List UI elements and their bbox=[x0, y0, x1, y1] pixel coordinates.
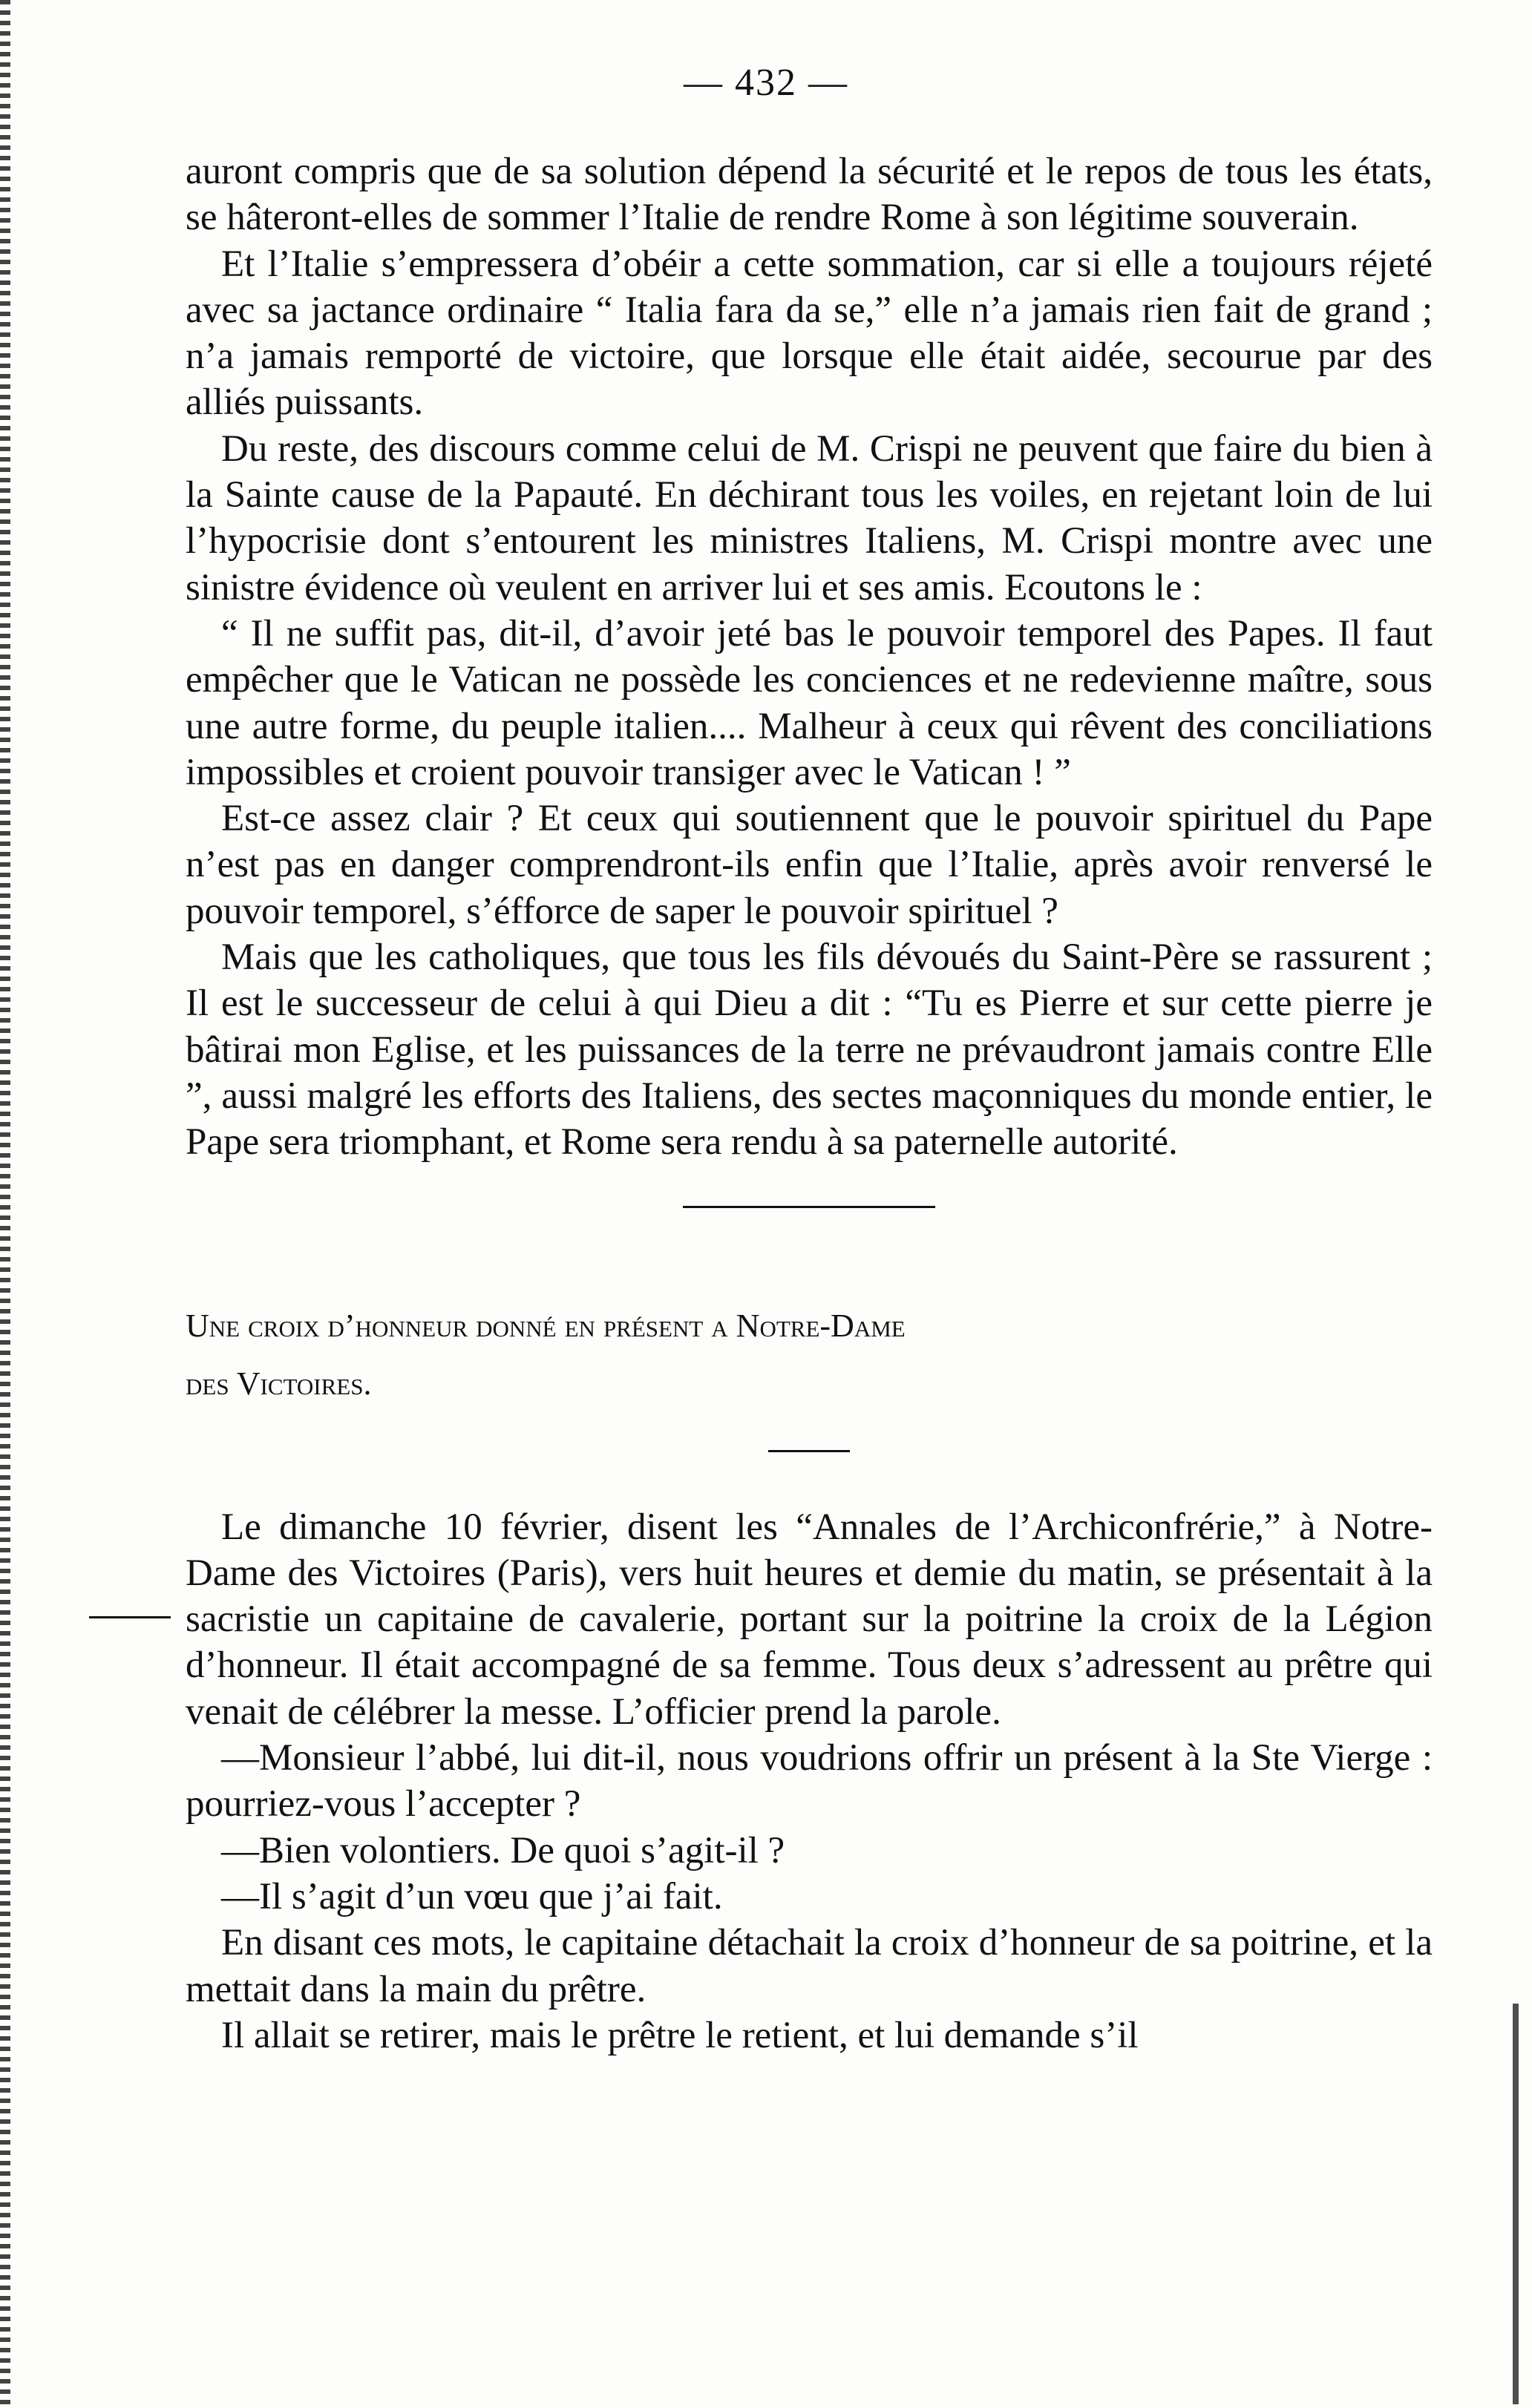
section-title-line-2: des Victoires. bbox=[186, 1365, 372, 1402]
dialogue-line: —Monsieur l’abbé, lui dit-il, nous voudrions offrir un présent à la Ste Vierge : pourriez-vous l’accepter ? bbox=[186, 1737, 1433, 1825]
section-title: Une croix d’honneur donné en présent a Notre-Dame bbox=[186, 1307, 906, 1344]
dialogue-line: —Bien volontiers. De quoi s’agit-il ? bbox=[221, 1829, 785, 1871]
dialogue-line: —Il s’agit d’un vœu que j’ai fait. bbox=[221, 1875, 723, 1917]
page-body bbox=[186, 148, 1433, 2058]
paragraph-continuation: auront compris que de sa solution dépend la sécurité et le repos de tous les états, se hâteront-elles de sommer l’Italie de rendre Rome à son légitime souverain. bbox=[186, 151, 1433, 239]
paragraph-quote: “ Il ne suffit pas, dit-il, d’avoir jeté bas le pouvoir temporel des Papes. Il faut empêcher que le Vatican ne possède les conciences et ne redevienne maître, sous une autre forme, du peuple italien.... Malheur à ceux qui rêvent des conciliations impossibles et croient pouvoir transiger avec le Vatican ! ” bbox=[186, 612, 1433, 793]
page-number: — 432 — bbox=[684, 62, 848, 104]
paragraph: Est-ce assez clair ? Et ceux qui soutiennent que le pouvoir spirituel du Pape n’est pas en danger comprendront-ils enfin que l’Italie, après avoir renversé le pouvoir temporel, s’éfforce de saper le pouvoir spirituel ? bbox=[186, 798, 1433, 932]
title-underline bbox=[768, 1450, 850, 1452]
section-divider bbox=[683, 1206, 935, 1208]
paragraph: En disant ces mots, le capitaine détachait la croix d’honneur de sa poitrine, et la mettait dans la main du prêtre. bbox=[186, 1922, 1433, 2010]
scan-edge-left bbox=[0, 0, 10, 2408]
paragraph: Le dimanche 10 février, disent les “Annales de l’Archiconfrérie,” à Notre-Dame des Victoires (Paris), vers huit heures et demie du matin, se présentait à la sacristie un capitaine de cavalerie, portant sur la poitrine la croix de la Légion d’honneur. Il était accompagné de sa femme. Tous deux s’adressent au prêtre qui venait de célébrer la messe. L’officier prend la parole. bbox=[186, 1506, 1433, 1733]
paragraph: Il allait se retirer, mais le prêtre le retient, et lui demande s’il bbox=[221, 2014, 1139, 2056]
margin-mark bbox=[89, 1616, 171, 1618]
paragraph: Mais que les catholiques, que tous les fils dévoués du Saint-Père se rassurent ; Il est le successeur de celui à qui Dieu a dit : “Tu es Pierre et sur cette pierre je bâtirai mon Eglise, et les puissances de la terre ne prévaudront jamais contre Elle ”, aussi malgré les efforts des Italiens, des sectes maçonniques du monde entier, le Pape sera triomphant, et Rome sera rendu à sa paternelle autorité. bbox=[186, 936, 1433, 1164]
scan-edge-right bbox=[1513, 2004, 1519, 2404]
paragraph: Et l’Italie s’empressera d’obéir a cette sommation, car si elle a toujours réjeté avec sa jactance ordinaire “ Italia fara da se,” elle n’a jamais rien fait de grand ; n’a jamais remporté de victoire, que lorsque elle était aidée, secourue par des alliés puissants. bbox=[186, 243, 1433, 424]
paragraph: Du reste, des discours comme celui de M. Crispi ne peuvent que faire du bien à la Sainte cause de la Papauté. En déchirant tous les voiles, en rejetant loin de lui l’hypocrisie dont s’entourent les ministres Italiens, M. Crispi montre avec une sinistre évidence où veulent en arriver lui et ses amis. Ecoutons le : bbox=[186, 427, 1433, 608]
